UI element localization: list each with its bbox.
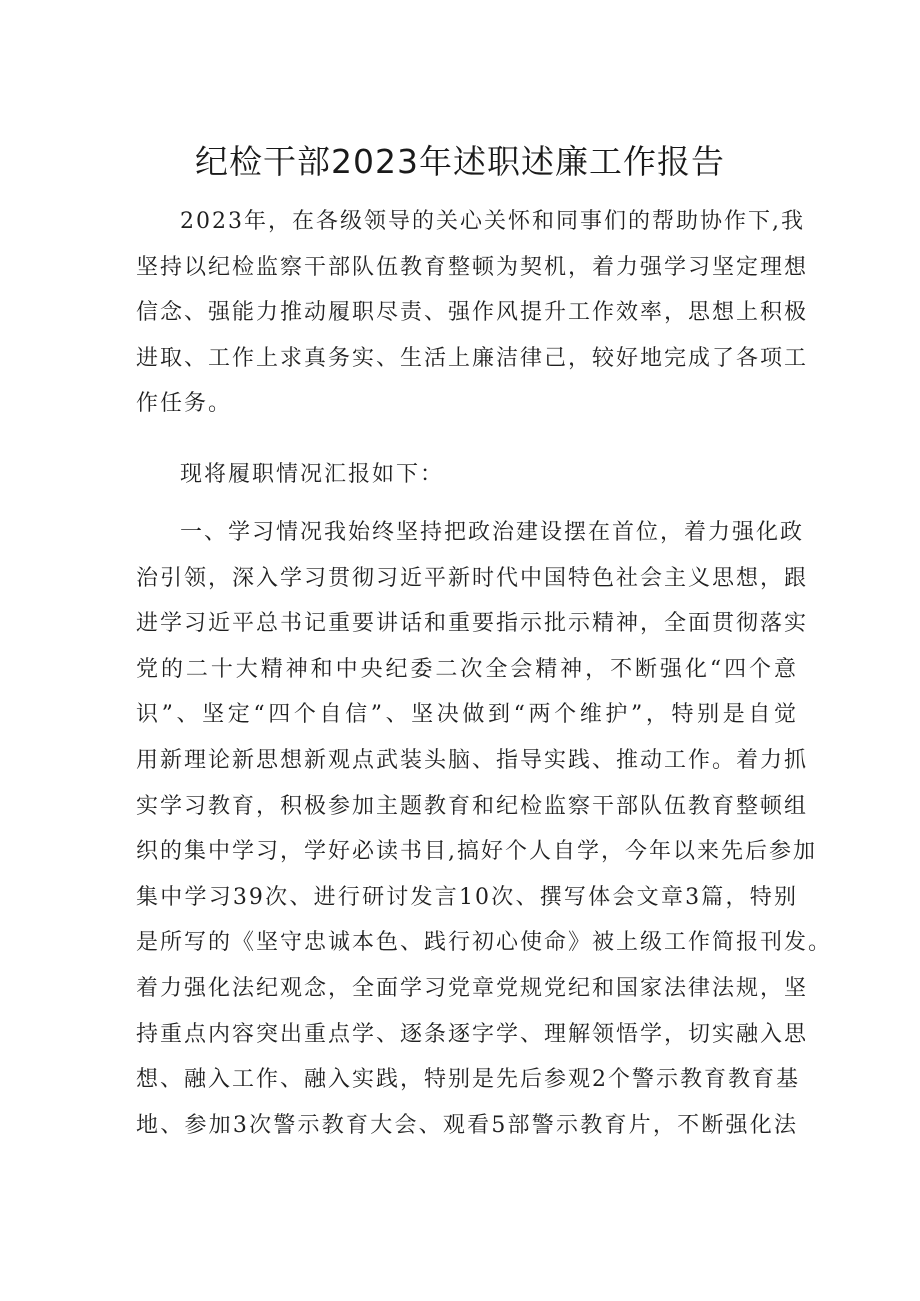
text-line: 着力强化法纪观念，全面学习党章党规党纪和国家法律法规，坚 xyxy=(136,975,809,1001)
text-line: 2023年，在各级领导的关心关怀和同事们的帮助协作下,我 xyxy=(180,209,805,234)
text-line: 实学习教育，积极参加主题教育和纪检监察干部队伍教育整顿组 xyxy=(136,793,809,819)
text-line: 作任务。 xyxy=(136,391,233,417)
text-line: 识”、坚定“四个自信”、坚决做到“两个维护”，特别是自觉 xyxy=(136,702,798,728)
paragraph-study-section xyxy=(136,510,833,1148)
text-line: 信念、强能力推动履职尽责、强作风提升工作效率，思想上积极 xyxy=(136,300,809,326)
paragraph-summary-lead xyxy=(136,452,798,498)
text-line: 现将履职情况汇报如下： xyxy=(180,462,445,487)
document-title: 纪检干部2023年述职述廉工作报告 xyxy=(195,142,725,181)
text-line: 织的集中学习，学好必读书目,搞好个人自学，今年以来先后参加 xyxy=(136,839,817,865)
paragraph-intro xyxy=(136,199,809,427)
text-line: 集中学习39次、进行研讨发言10次、撰写体会文章3篇，特别 xyxy=(136,884,798,910)
text-line: 地、参加3次警示教育大会、观看5部警示教育片，不断强化法 xyxy=(136,1112,798,1138)
text-line: 进取、工作上求真务实、生活上廉洁律己，较好地完成了各项工 xyxy=(136,345,809,371)
text-line: 想、融入工作、融入实践，特别是先后参观2个警示教育教育基 xyxy=(136,1067,800,1093)
text-line: 进学习近平总书记重要讲话和重要指示批示精神，全面贯彻落实 xyxy=(136,611,809,637)
text-line: 一、学习情况我始终坚持把政治建设摆在首位，着力强化政 xyxy=(180,520,805,545)
text-line: 是所写的《坚守忠诚本色、践行初心使命》被上级工作简报刊发。 xyxy=(136,930,833,956)
text-line: 持重点内容突出重点学、逐条逐字学、理解领悟学，切实融入思 xyxy=(136,1021,809,1047)
text-line: 用新理论新思想新观点武装头脑、指导实践、推动工作。着力抓 xyxy=(136,747,809,773)
text-line: 坚持以纪检监察干部队伍教育整顿为契机，着力强学习坚定理想 xyxy=(136,254,809,280)
text-line: 治引领，深入学习贯彻习近平新时代中国特色社会主义思想，跟 xyxy=(136,565,809,591)
text-line: 党的二十大精神和中央纪委二次全会精神，不断强化“四个意 xyxy=(136,656,798,682)
